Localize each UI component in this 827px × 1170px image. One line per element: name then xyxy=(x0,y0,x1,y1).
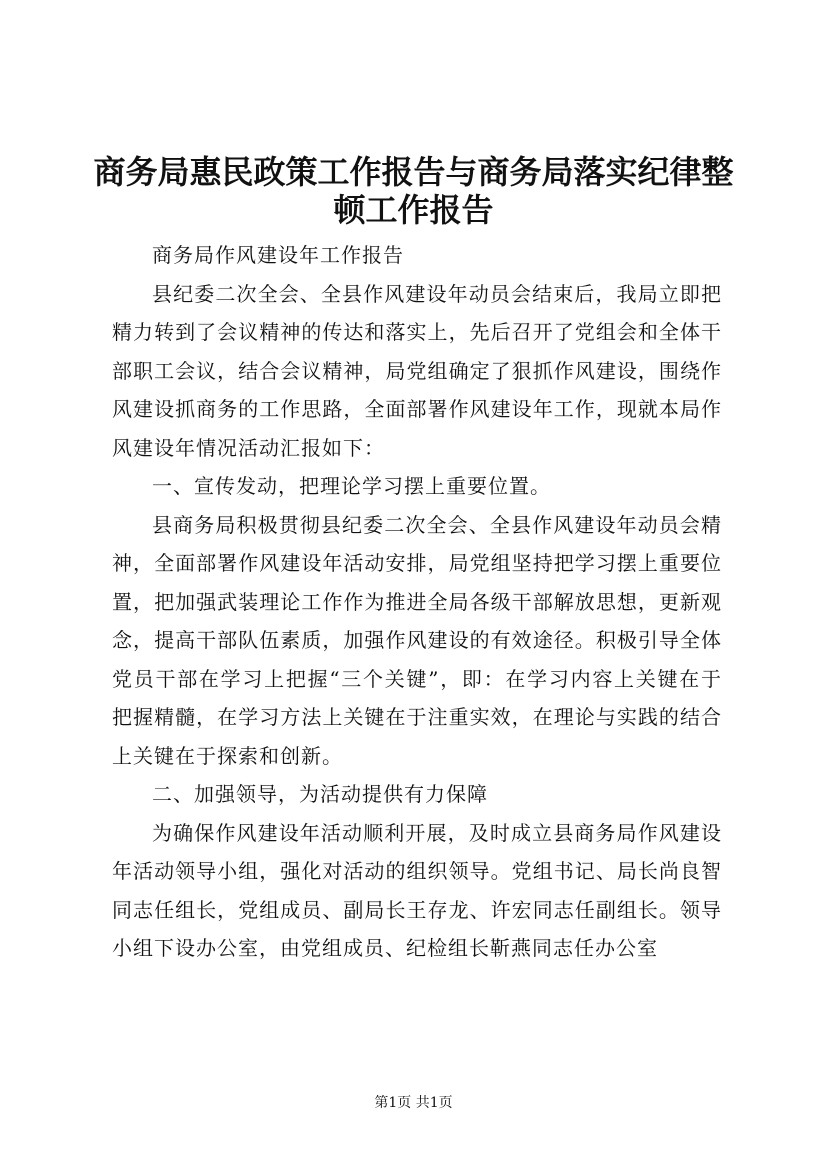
paragraph-intro: 县纪委二次全会、全县作风建设年动员会结束后，我局立即把精力转到了会议精神的传达和落实上，先后召开了党组会和全体干部职工会议，结合会议精神，局党组确定了狠抓作风建设，围绕作风建设抓商务的工作思路，全面部署作风建设年工作，现就本局作风建设年情况活动汇报如下： xyxy=(112,281,722,460)
section-heading-1: 一、宣传发动，把理论学习摆上重要位置。 xyxy=(152,474,551,498)
paragraph-section-2: 为确保作风建设年活动顺利开展，及时成立县商务局作风建设年活动领导小组，强化对活动的组织领导。党组书记、局长尚良智同志任组长，党组成员、副局长王存龙、许宏同志任副组长。领导小组下设办公室，由党组成员、纪检组长靳燕同志任办公室 xyxy=(112,820,722,960)
section-heading-report: 商务局作风建设年工作报告 xyxy=(152,243,404,267)
document-body xyxy=(112,236,722,968)
paragraph-section-1: 县商务局积极贯彻县纪委二次全会、全县作风建设年动员会精神，全面部署作风建设年活动安排，局党组坚持把学习摆上重要位置，把加强武装理论工作作为推进全局各级干部解放思想，更新观念，提高干部队伍素质，加强作风建设的有效途径。积极引导全体党员干部在学习上把握“三个关键”，即：在学习内容上关键在于把握精髓，在学习方法上关键在于注重实效，在理论与实践的结合上关键在于探索和创新。 xyxy=(112,512,722,768)
document-title-line-2: 顿工作报告 xyxy=(333,191,494,229)
document-title-line-1: 商务局惠民政策工作报告与商务局落实纪律整 xyxy=(93,153,734,191)
section-heading-2: 二、加强领导，为活动提供有力保障 xyxy=(152,782,488,806)
page-footer: 第1页 共1页 xyxy=(374,1095,453,1111)
